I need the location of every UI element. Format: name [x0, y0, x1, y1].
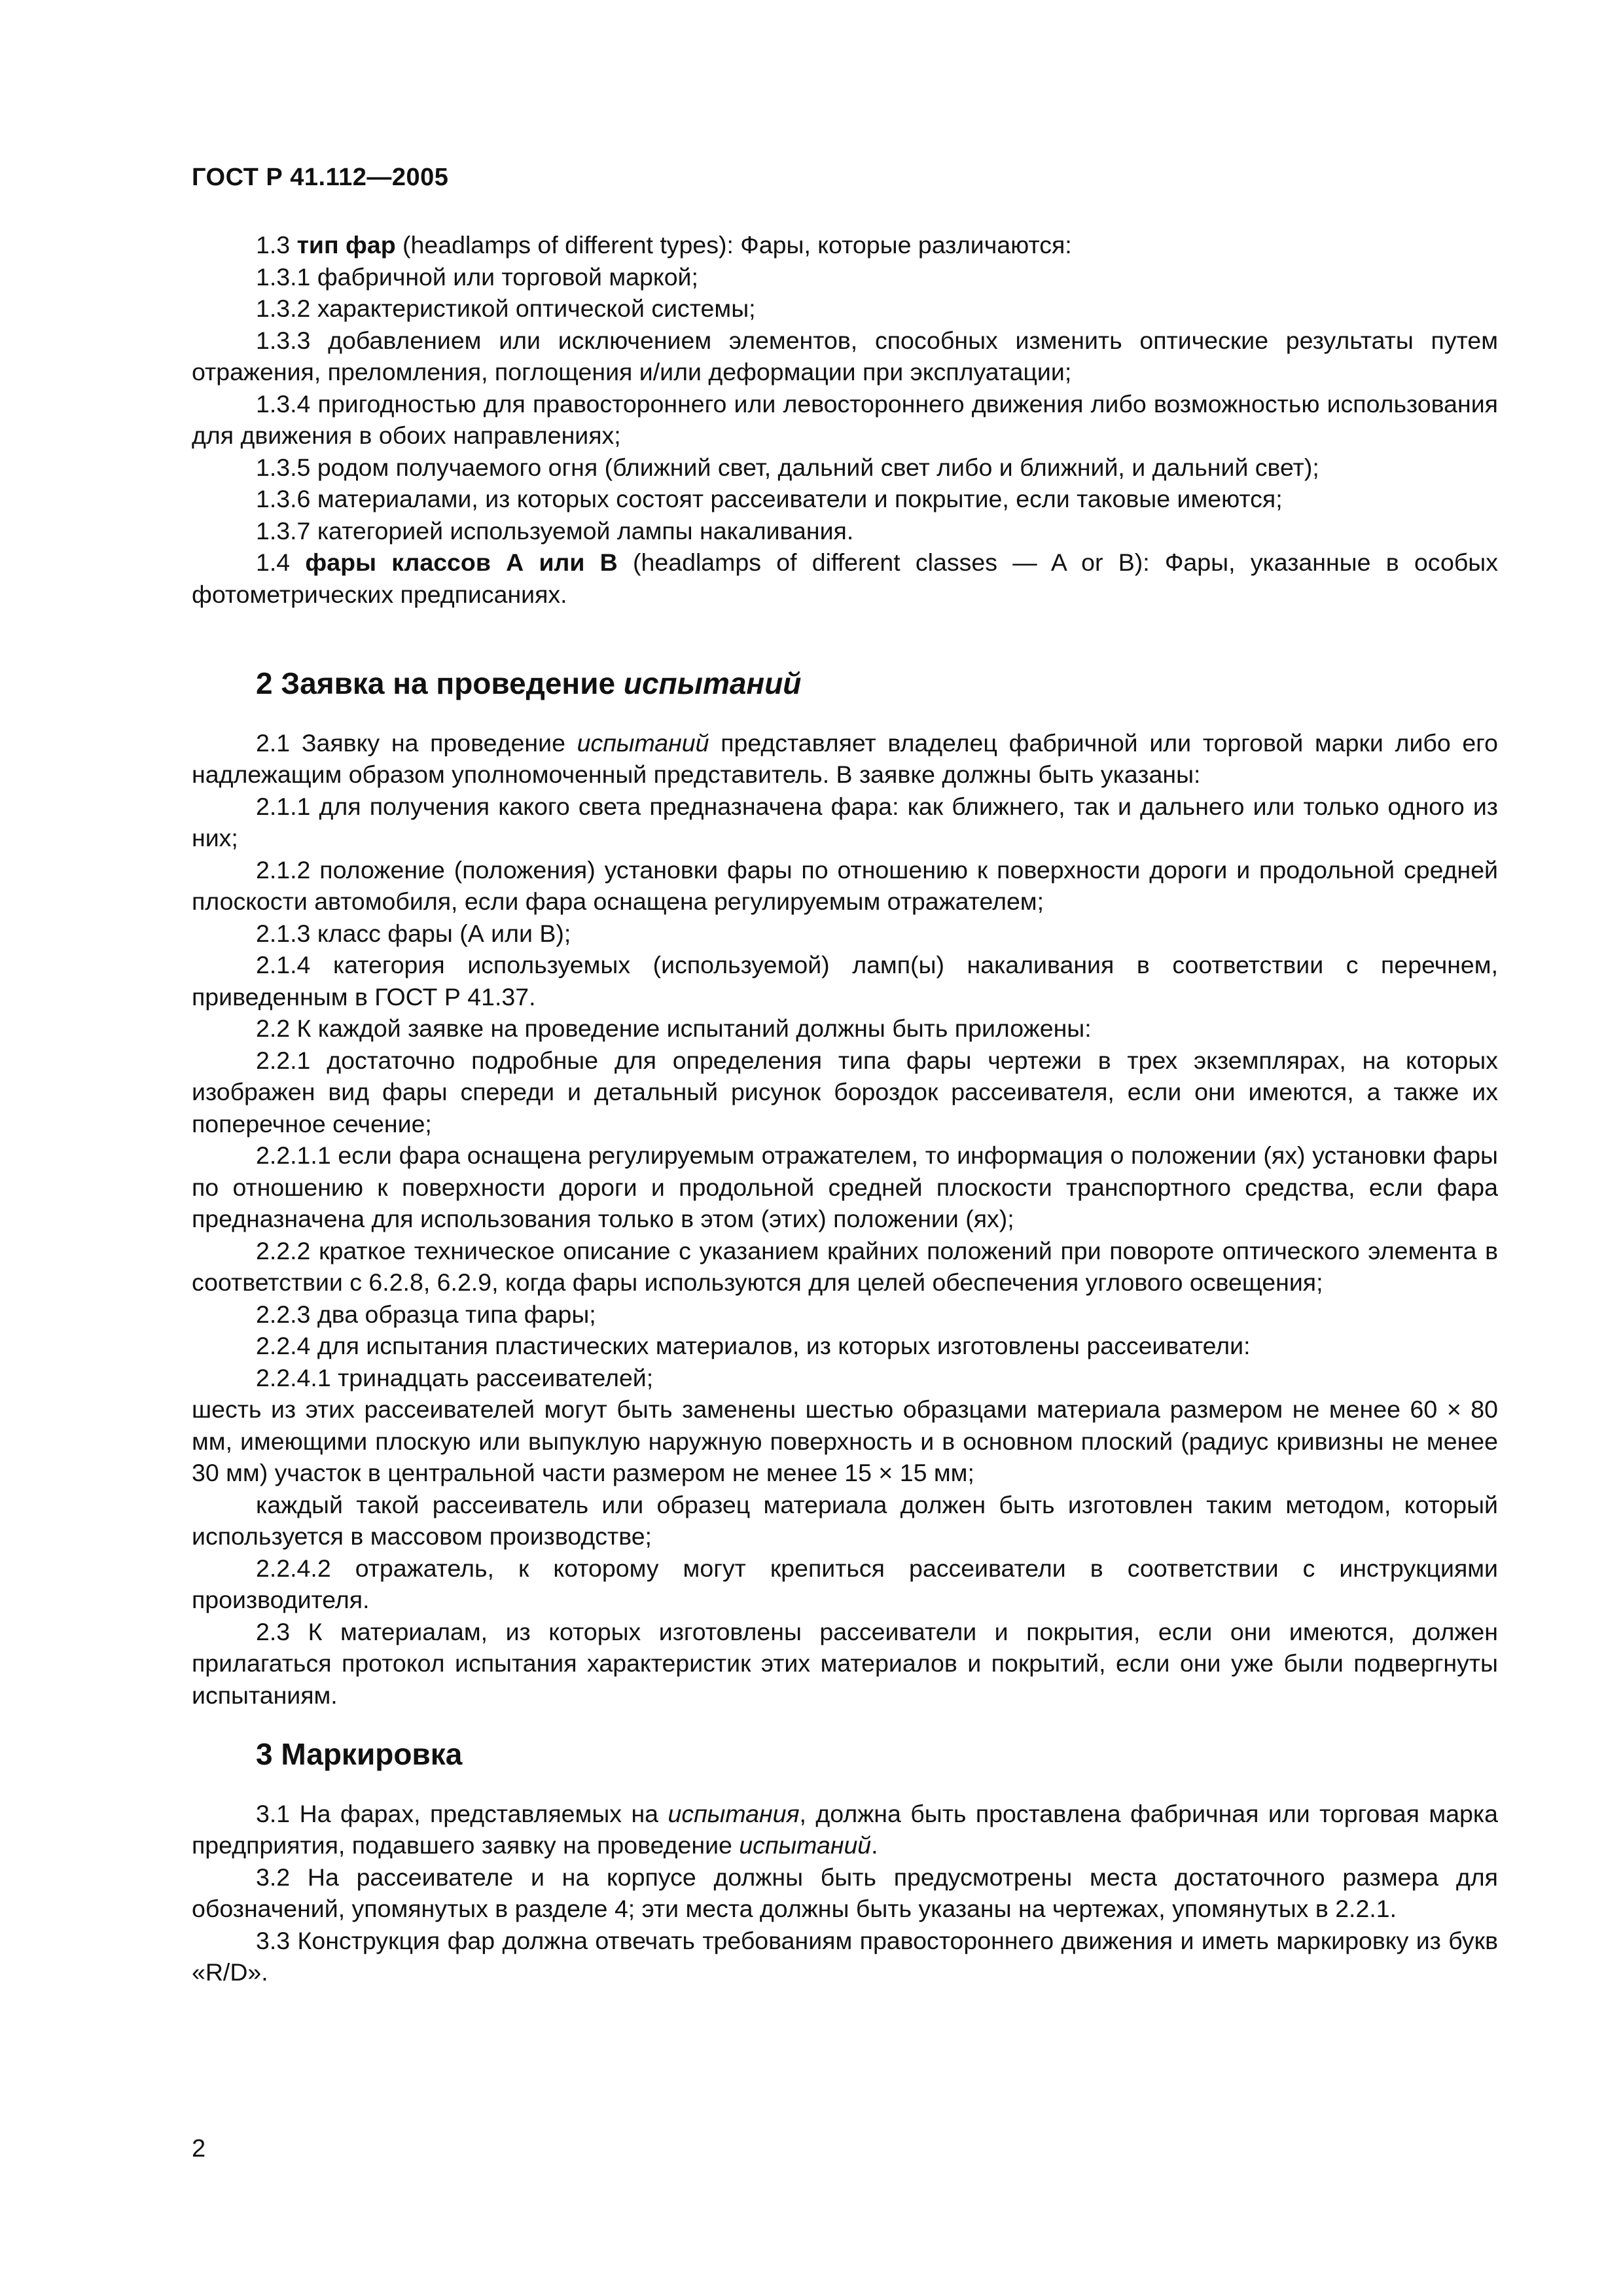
- document-body: [192, 229, 1498, 1988]
- heading-text: 2 Заявка на проведение: [256, 666, 624, 700]
- paragraph-2-1-3: 2.1.3 класс фары (А или В);: [256, 919, 571, 947]
- paragraph-2-2-4-1-cont-b: каждый такой рассеиватель или образец материала должен быть изготовлен таким методом, который используется в массовом производстве;: [192, 1490, 1498, 1550]
- text: .: [871, 1831, 878, 1859]
- section-2-heading: [192, 668, 1498, 700]
- section-3-heading: 3 Маркировка: [256, 1737, 463, 1771]
- heading-italic-text: испытаний: [623, 666, 802, 700]
- paragraph-1-3-6: 1.3.6 материалами, из которых состоят рассеиватели и покрытие, если таковые имеются;: [256, 485, 1283, 512]
- paragraph-2-2-2: 2.2.2 краткое техническое описание с указанием крайних положений при повороте оптического элемента в соответствии с 6.2.8, 6.2.9, когда фары используются для целей обеспечения углового освещения;: [192, 1236, 1498, 1296]
- definition: (headlamps of different types): Фары, которые различаются:: [395, 231, 1072, 259]
- italic-text: испытаний: [577, 728, 709, 757]
- paragraph-1-3-2: 1.3.2 характеристикой оптической системы;: [256, 295, 756, 322]
- paragraph-3-3: 3.3 Конструкция фар должна отвечать требованиям правостороннего движения и иметь маркировку из букв «R/D».: [192, 1926, 1498, 1986]
- paragraph-2-1-4: 2.1.4 категория используемых (используемой) ламп(ы) накаливания в соответствии с перечнем, приведенным в ГОСТ Р 41.37.: [192, 951, 1498, 1011]
- italic-text: испытания: [668, 1799, 800, 1827]
- text: представляет владелец фабричной или торговой марки либо его надлежащим образом уполномоченный представитель. В заявке должны быть указаны:: [192, 728, 1498, 788]
- term: тип фар: [296, 231, 396, 259]
- clause-number: 1.4: [256, 548, 291, 576]
- paragraph-2-2-4-1-cont-a: шесть из этих рассеивателей могут быть заменены шестью образцами материала размером не менее 60 × 80 мм, имеющими плоскую или выпуклую наружную поверхность и в основном плоский (радиус кривизны не менее 30 мм) участок в центральной части размером не менее 15 × 15 мм;: [192, 1395, 1498, 1486]
- paragraph-2-1-2: 2.1.2 положение (положения) установки фары по отношению к поверхности дороги и продольной средней плоскости автомобиля, если фара оснащена регулируемым отражателем;: [192, 855, 1498, 915]
- paragraph-2-2-1-1: 2.2.1.1 если фара оснащена регулируемым отражателем, то информация о положении (ях) установки фары по отношению к поверхности дороги и продольной средней плоскости транспортного средства, если фара предназначена для использования только в этом (этих) положении (ях);: [192, 1141, 1498, 1232]
- page-number: 2: [192, 2135, 206, 2162]
- paragraph-1-3-5: 1.3.5 родом получаемого огня (ближний свет, дальний свет либо и ближний, и дальний свет);: [256, 453, 1319, 481]
- paragraph-1-3-4: 1.3.4 пригодностью для правостороннего или левостороннего движения либо возможностью использования для движения в обоих направлениях;: [192, 389, 1498, 449]
- paragraph-1-3-1: 1.3.1 фабричной или торговой маркой;: [256, 262, 698, 291]
- document-code-header: ГОСТ Р 41.112—2005: [192, 164, 449, 191]
- paragraph-2-1: [192, 727, 1498, 791]
- paragraph-2-2-3: 2.2.3 два образца типа фары;: [256, 1300, 596, 1328]
- paragraph-2-2-4: 2.2.4 для испытания пластических материалов, из которых изготовлены рассеиватели:: [256, 1332, 1251, 1359]
- paragraph-1-4: [192, 547, 1498, 610]
- paragraph-3-1: [192, 1798, 1498, 1861]
- paragraph-1-3-3: 1.3.3 добавлением или исключением элементов, способных изменить оптические результаты путем отражения, преломления, поглощения и/или деформации при эксплуатации;: [192, 326, 1498, 386]
- paragraph-2-1-1: 2.1.1 для получения какого света предназначена фара: как ближнего, так и дальнего или только одного из них;: [192, 792, 1498, 852]
- text: 2.1 Заявку на проведение: [256, 728, 577, 757]
- paragraph-1-3-7: 1.3.7 категорией используемой лампы накаливания.: [256, 516, 854, 545]
- text: 3.1 На фарах, представляемых на: [256, 1799, 668, 1827]
- text: , должна быть проставлена фабричная или торговая марка предприятия, подавшего заявку на проведение: [192, 1799, 1498, 1859]
- paragraph-2-2-4-1: 2.2.4.1 тринадцать рассеивателей;: [256, 1363, 654, 1391]
- paragraph-2-2-4-2: 2.2.4.2 отражатель, к которому могут крепиться рассеиватели в соответствии с инструкциями производителя.: [192, 1554, 1498, 1613]
- paragraph-2-3: 2.3 К материалам, из которых изготовлены рассеиватели и покрытия, если они имеются, должен прилагаться протокол испытания характеристик этих материалов и покрытий, если они уже были подвергнуты испытаниям.: [192, 1617, 1498, 1709]
- clause-number: 1.3: [256, 231, 291, 259]
- paragraph-3-2: 3.2 На рассеивателе и на корпусе должны быть предусмотрены места достаточного размера для обозначений, упомянутых в разделе 4; эти места должны быть указаны на чертежах, упомянутых в 2.2.1.: [192, 1863, 1498, 1922]
- paragraph-2-2-1: 2.2.1 достаточно подробные для определения типа фары чертежи в трех экземплярах, на которых изображен вид фары спереди и детальный рисунок бороздок рассеивателя, если они имеются, а также их поперечное сечение;: [192, 1046, 1498, 1138]
- definition: (headlamps of different classes — A or B): Фары, указанные в особых фотометрических предписаниях.: [192, 548, 1499, 608]
- paragraph-2-2: 2.2 К каждой заявке на проведение испытаний должны быть приложены:: [256, 1014, 1092, 1042]
- term: фары классов А или В: [305, 548, 618, 576]
- paragraph-1-3: [192, 229, 1498, 261]
- italic-text: испытаний: [739, 1831, 872, 1859]
